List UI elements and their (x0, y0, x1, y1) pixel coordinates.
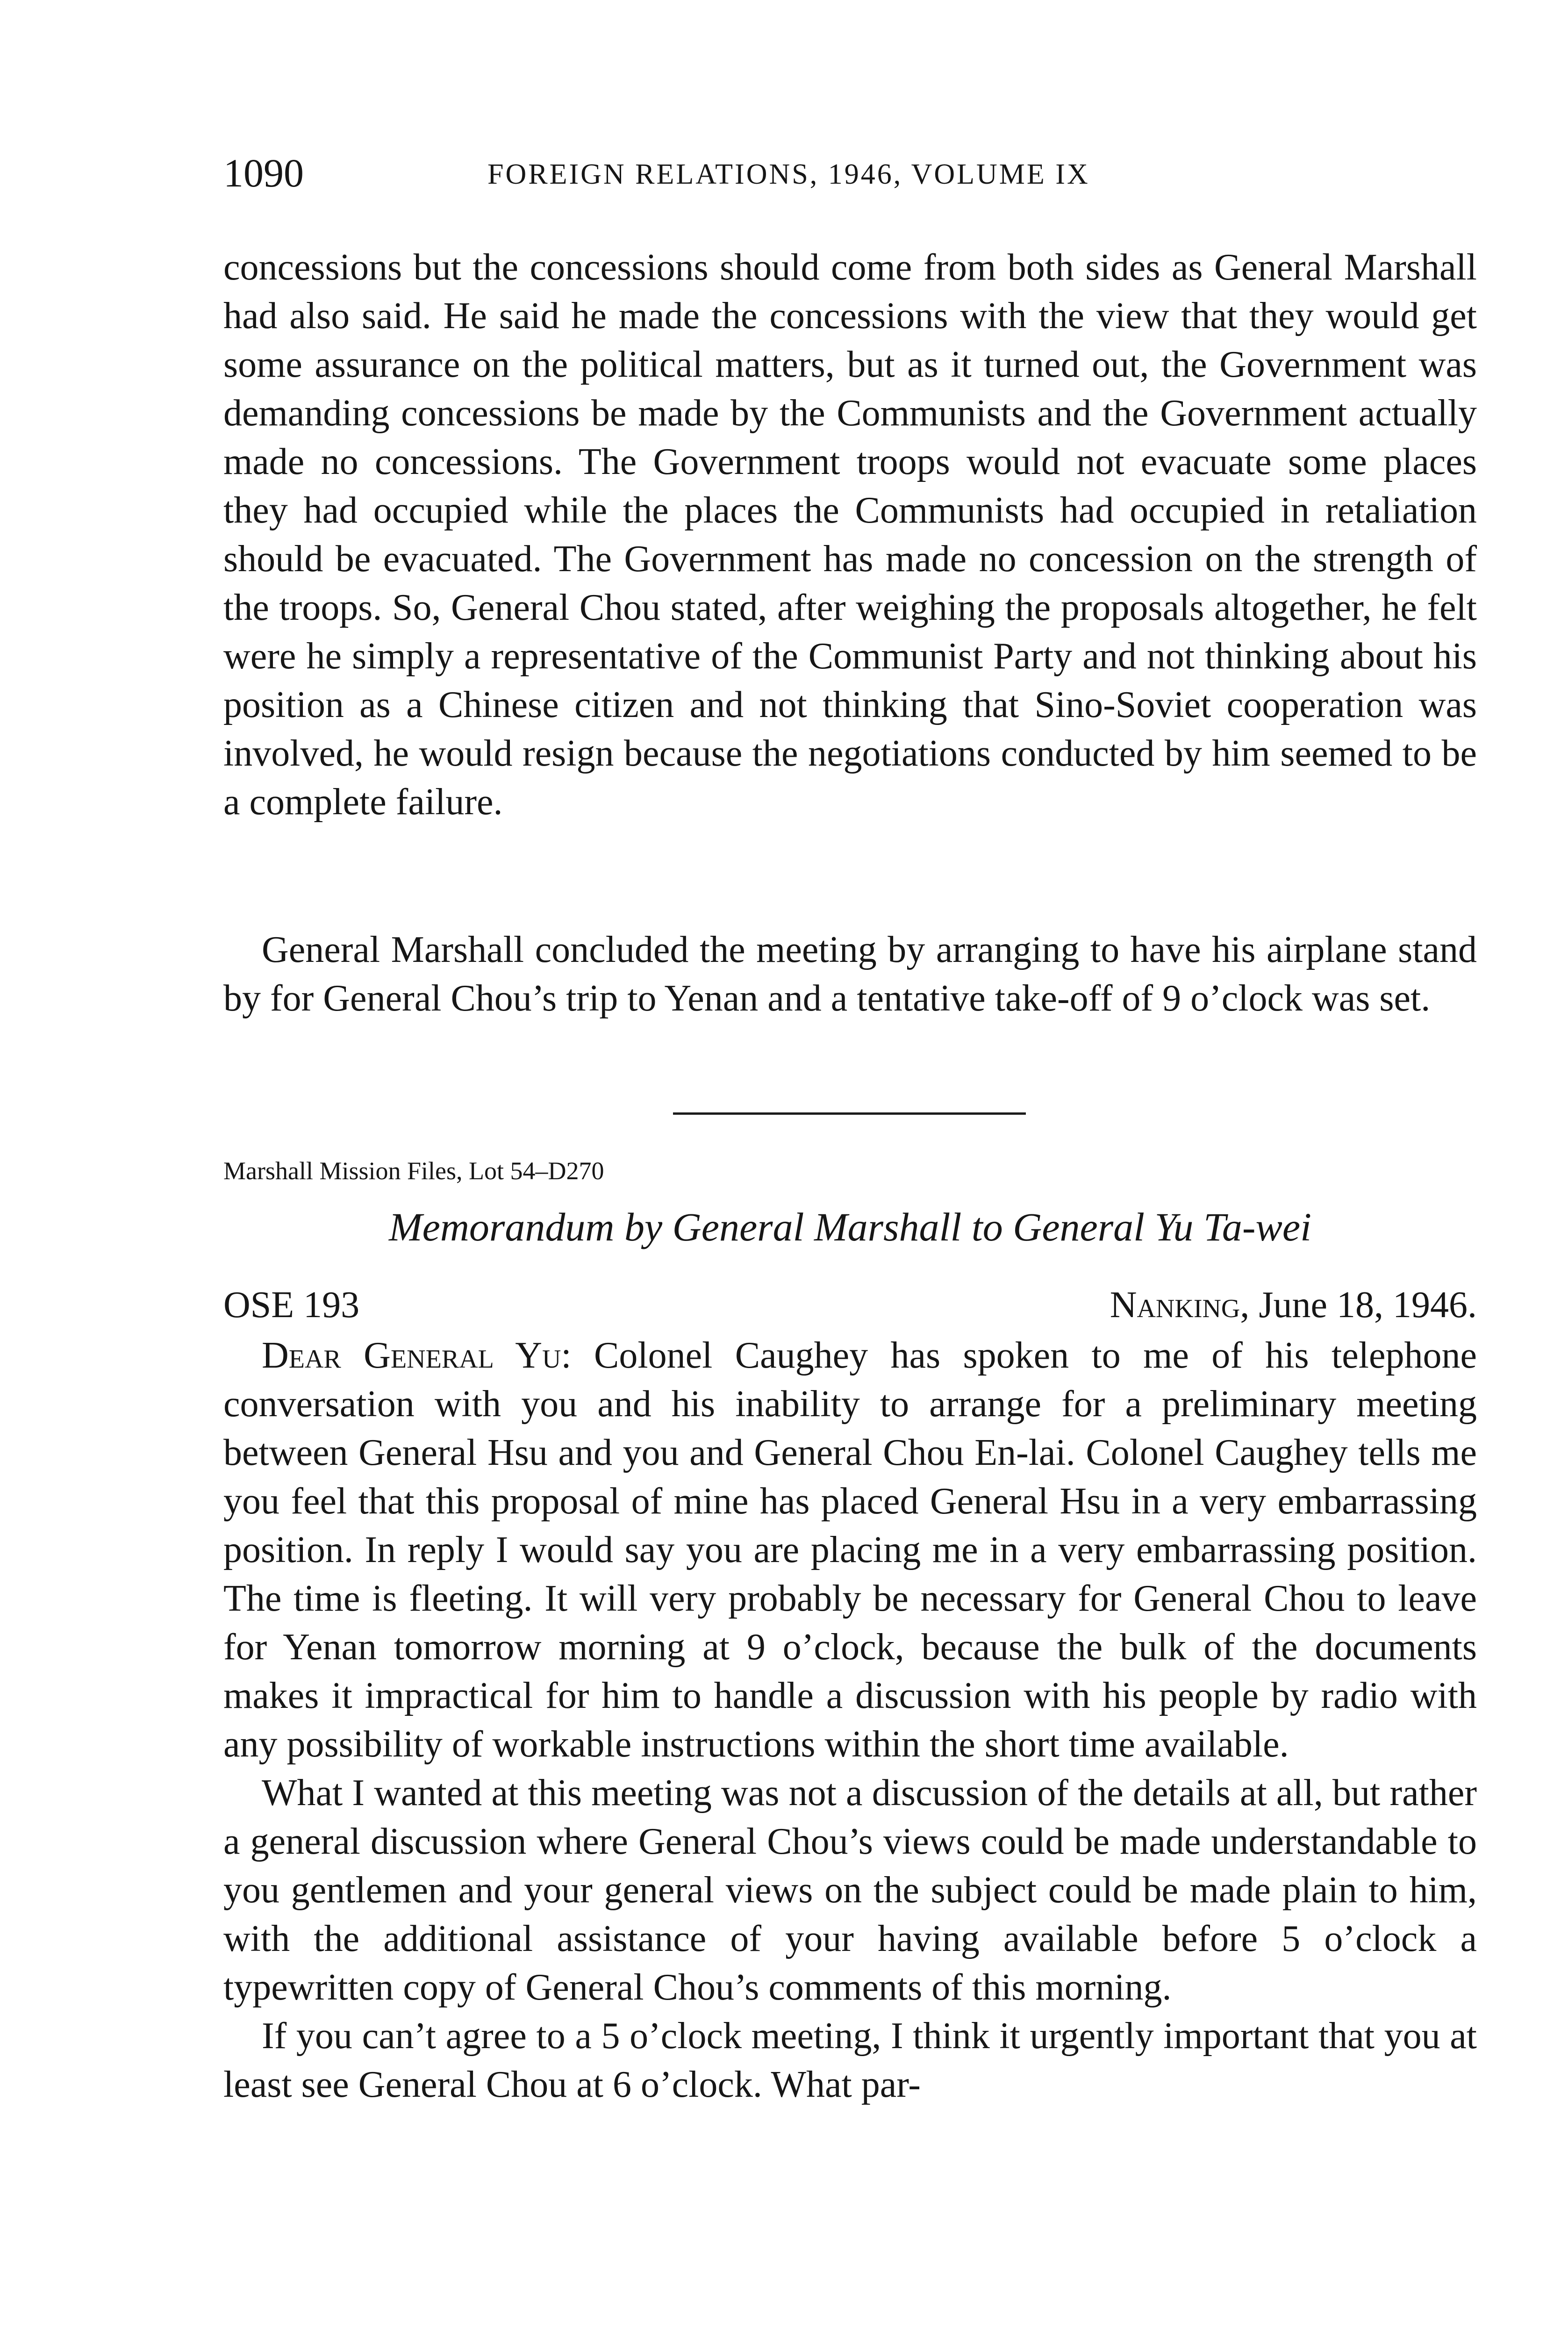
letter-paragraph-2: What I wanted at this meeting was not a discussion of the details at all, but rather a general discussion where General Chou’s views could be made understandable to you gentlemen and your general views on the subject could be made plain to him, with the additional assistance of your having available before 5 o’clock a typewritten copy of General Chou’s comments of this morning. (223, 1772, 1477, 2008)
letter-body (223, 1331, 1477, 2109)
place-and-date (1110, 1281, 1477, 1329)
letter-paragraph-1 (223, 1331, 1477, 1769)
continued-text-block (223, 243, 1477, 826)
salutation: Dear General Yu: (262, 1335, 572, 1376)
running-header (223, 147, 1233, 203)
continued-paragraph: concessions but the concessions should come from both sides as General Marshall had also said. He said he made the concessions with the view that they would get some assurance on the political matters, but as it turned out, the Government was demanding concessions be made by the Communists and the Government actually made no concessions. The Government troops would not evacuate some places they had occupied while the places the Communists had occupied in retaliation should be evacuated. The Government has made no concession on the strength of the troops. So, General Chou stated, after weighing the proposals altogether, he felt were he simply a representative of the Communist Party and not thinking about his position as a Chinese citizen and not thinking that Sino-Soviet cooperation was involved, he would resign because the negotiations conducted by him seemed to be a complete failure. (223, 247, 1477, 823)
page-number: 1090 (223, 151, 304, 195)
meeting-conclusion-block (223, 925, 1477, 1023)
document-id: OSE 193 (223, 1284, 360, 1326)
source-citation: Marshall Mission Files, Lot 54–D270 (223, 1157, 604, 1185)
memorandum-title: Memorandum by General Marshall to General Yu Ta-wei (389, 1204, 1311, 1249)
meeting-conclusion-paragraph: General Marshall concluded the meeting by arranging to have his airplane stand by for General Chou’s trip to Yenan and a tentative take-off of 9 o’clock was set. (223, 929, 1477, 1019)
date: June 18, 1946. (1259, 1284, 1477, 1326)
place: Nanking, (1110, 1284, 1250, 1326)
running-title: FOREIGN RELATIONS, 1946, VOLUME IX (487, 158, 1090, 190)
dateline (223, 1281, 1477, 1332)
letter-paragraph-1-text: Colonel Caughey has spoken to me of his telephone conversation with you and his inability to arrange for a preliminary meeting between General Hsu and you and General Chou En-lai. Colonel Caughey tells me you feel that this proposal of mine has placed General Hsu in a very embarrassing position. In reply I would say you are placing me in a very embarrassing position. The time is fleeting. It will very probably be necessary for General Chou to leave for Yenan tomorrow morning at 9 o’clock, because the bulk of the documents makes it impractical for him to handle a discussion with his people by radio with any possibility of workable instructions within the short time available. (223, 1335, 1477, 1765)
letter-paragraph-3: If you can’t agree to a 5 o’clock meeting, I think it urgently important that you at least see General Chou at 6 o’clock. What par- (223, 2015, 1477, 2105)
section-divider (673, 1112, 1026, 1115)
